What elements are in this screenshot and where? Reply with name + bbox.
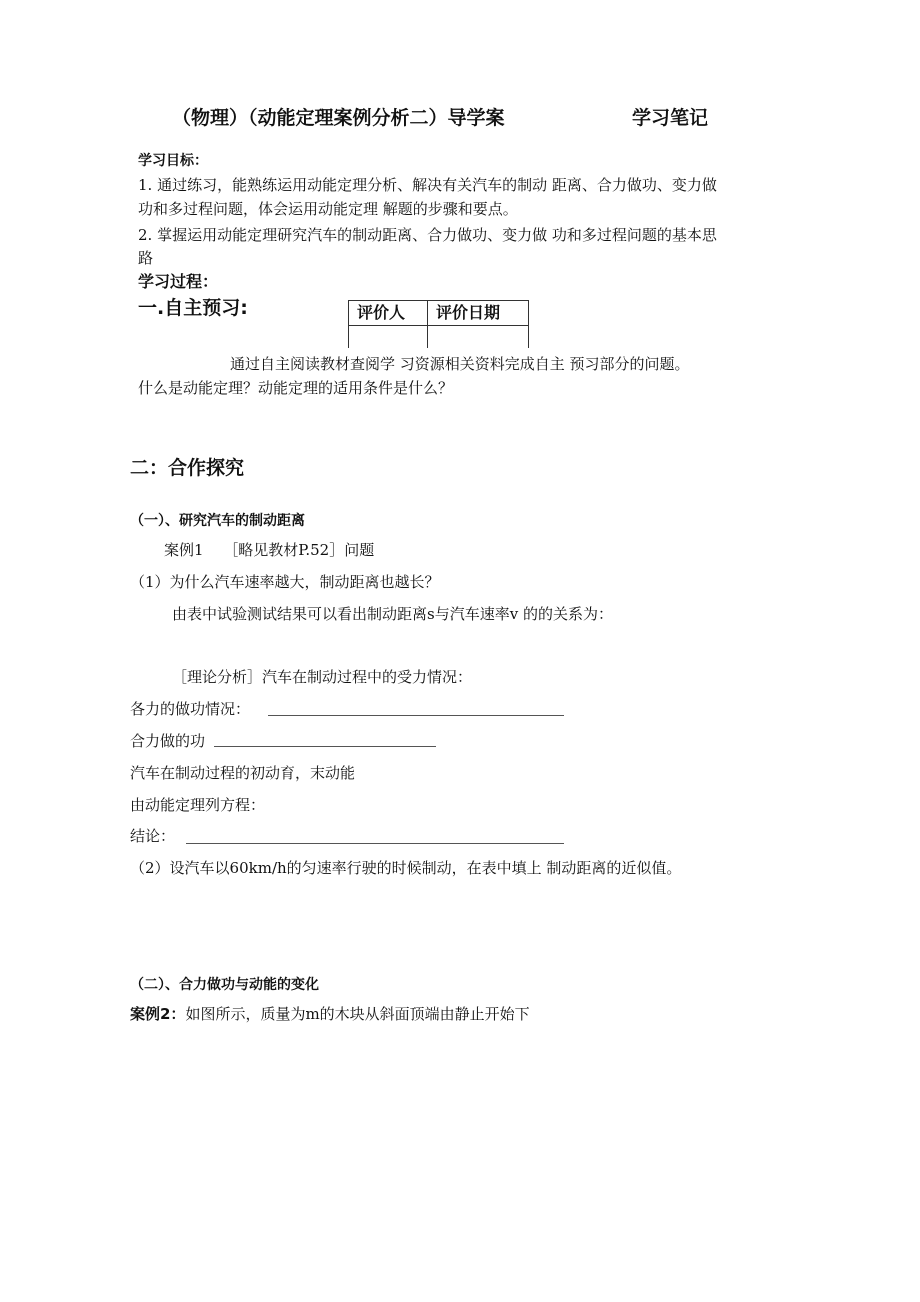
kinetic-energy-text: 汽车在制动过程的初动育，末动能: [130, 764, 356, 782]
self-study-heading: 一.自主预习:: [138, 297, 248, 319]
objective-2-line-2: 路: [138, 249, 154, 267]
evaluation-date-cell[interactable]: [428, 326, 529, 349]
net-work-blank[interactable]: [214, 746, 436, 747]
cooperative-inquiry-heading: 二：合作探究: [130, 457, 245, 479]
question-1-text: 由表中试验测试结果可以看出制动距离s与汽车速率v 的的关系为：: [172, 605, 613, 623]
evaluation-table: [348, 300, 529, 348]
evaluator-cell[interactable]: [349, 326, 428, 349]
study-notes-label: 学习笔记: [632, 107, 709, 129]
evaluator-header: 评价人: [349, 301, 428, 326]
case-1-label: 案例1 ［略见教材P.52］问题: [164, 541, 375, 559]
case-2-paragraph: [130, 1004, 530, 1024]
work-each-force-label: 各力的做功情况：: [130, 700, 251, 718]
conclusion-blank[interactable]: [186, 843, 564, 844]
question-1: （1）为什么汽车速率越大，制动距离也越长？: [130, 573, 440, 591]
case-2-label: 案例2：: [130, 1005, 186, 1023]
net-work-kinetic-heading: （二）、合力做功与动能的变化: [130, 977, 319, 993]
net-work-label: 合力做的功: [130, 732, 206, 750]
self-study-question: 什么是动能定理？动能定理的适用条件是什么？: [138, 379, 454, 397]
conclusion-label: 结论：: [130, 827, 176, 845]
objective-1-line-2: 功和多过程问题，体会运用动能定理 解题的步骤和要点。: [138, 200, 518, 218]
braking-distance-heading: （一）、研究汽车的制动距离: [130, 513, 305, 529]
question-2: （2）设汽车以60km/h的匀速率行驶的时候制动，在表中填上 制动距离的近似值。: [130, 859, 682, 877]
page-title: （物理）（动能定理案例分析二）导学案: [172, 107, 505, 129]
objective-1-line-1: 1. 通过练习，能熟练运用动能定理分析、解决有关汽车的制动 距离、合力做功、变力做: [138, 176, 717, 194]
objectives-heading: 学习目标：: [138, 153, 208, 169]
evaluation-date-header: 评价日期: [428, 301, 529, 326]
case-2-text: 如图所示，质量为m的木块从斜面顶端由静止开始下: [185, 1005, 530, 1023]
equation-label: 由动能定理列方程：: [130, 796, 266, 814]
theory-analysis: ［理论分析］汽车在制动过程中的受力情况：: [172, 668, 473, 686]
self-study-intro: 通过自主阅读教材查阅学 习资源相关资料完成自主 预习部分的问题。: [230, 355, 690, 373]
work-each-force-blank[interactable]: [268, 715, 564, 716]
process-heading: 学习过程：: [138, 272, 219, 291]
objective-2-line-1: 2. 掌握运用动能定理研究汽车的制动距离、合力做功、变力做 功和多过程问题的基本思: [138, 226, 717, 244]
